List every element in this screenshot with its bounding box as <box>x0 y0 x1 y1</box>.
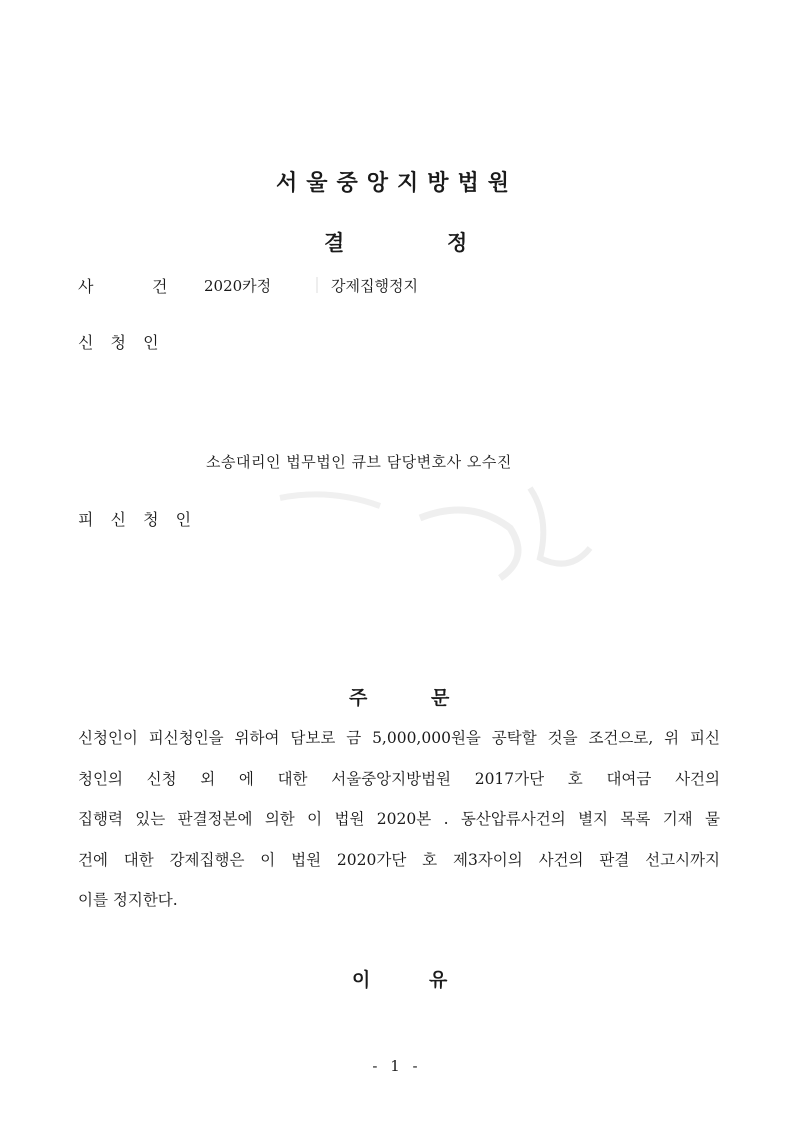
order-line: 이를 정지한다. <box>78 891 178 909</box>
applicant-label: 신 청 인 <box>78 333 165 352</box>
doc-type-right: 정 <box>447 231 468 255</box>
case-number: 2020카정 <box>204 277 272 295</box>
order-line: 신청인이 피신청인을 위하여 담보로 금 5,000,000원을 공탁할 것을 조건으로, 위 피신 <box>78 729 720 747</box>
doc-type-left: 결 <box>324 231 345 255</box>
order-line: 집행력 있는 판결정본에 의한 이 법원 2020본 . 동산압류사건의 별지 목록 기재 물 <box>78 810 720 828</box>
order-heading-right: 문 <box>431 687 450 709</box>
redaction-mark <box>316 274 318 293</box>
respondent-label: 피 신 청 인 <box>78 510 198 529</box>
reason-heading-left: 이 <box>352 969 371 991</box>
case-label-right: 건 <box>152 277 168 296</box>
case-name: 강제집행정지 <box>331 277 418 295</box>
page-number: - 1 - <box>372 1057 422 1075</box>
court-watermark <box>270 478 600 598</box>
order-heading-left: 주 <box>349 687 368 709</box>
order-line: 청인의 신청 외 에 대한 서울중앙지방법원 2017가단 호 대여금 사건의 <box>78 770 720 788</box>
attorney-line: 소송대리인 법무법인 큐브 담당변호사 오수진 <box>206 453 512 471</box>
order-line: 건에 대한 강제집행은 이 법원 2020가단 호 제3자이의 사건의 판결 선고시까지 <box>78 851 720 869</box>
case-label-left: 사 <box>78 277 94 296</box>
court-name: 서울중앙지방법원 <box>275 171 519 196</box>
reason-heading-right: 유 <box>429 969 448 991</box>
